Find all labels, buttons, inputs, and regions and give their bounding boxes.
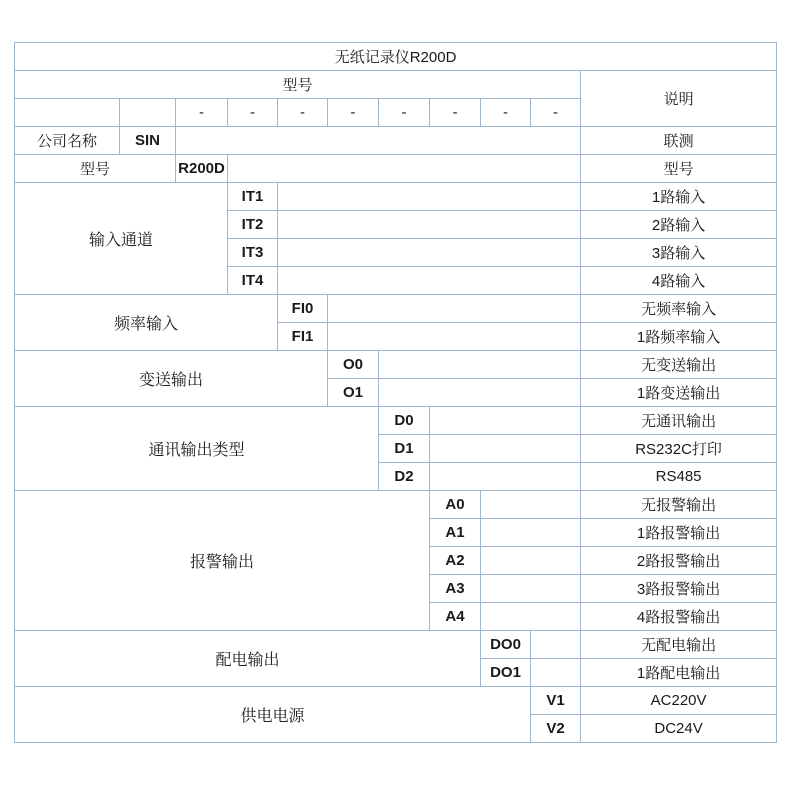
code-cell-it1: IT1 xyxy=(228,183,278,211)
dash-cell-blank xyxy=(120,99,176,127)
code-cell-a2: A2 xyxy=(430,547,481,575)
code-cell-o0: O0 xyxy=(328,351,379,379)
group-label-alarm-output: 报警输出 xyxy=(15,491,430,631)
empty-cells xyxy=(430,435,581,463)
empty-cells xyxy=(430,463,581,491)
code-cell-do0: DO0 xyxy=(481,631,531,659)
empty-cells xyxy=(481,547,581,575)
table-row xyxy=(15,183,777,211)
code-cell-a3: A3 xyxy=(430,575,481,603)
empty-cells xyxy=(531,659,581,687)
code-cell-it2: IT2 xyxy=(228,211,278,239)
desc-header: 说明 xyxy=(581,71,777,127)
desc-cell-d0: 无通讯输出 xyxy=(581,407,777,435)
desc-cell-a1: 1路报警输出 xyxy=(581,519,777,547)
desc-cell-it1: 1路输入 xyxy=(581,183,777,211)
group-label-frequency-input: 频率输入 xyxy=(15,295,278,351)
desc-cell-d1: RS232C打印 xyxy=(581,435,777,463)
code-cell-it4: IT4 xyxy=(228,267,278,295)
table-row xyxy=(15,407,777,435)
desc-cell-v2: DC24V xyxy=(581,715,777,743)
model-header: 型号 xyxy=(15,71,581,99)
group-label-power-supply: 供电电源 xyxy=(15,687,531,743)
dash-cell: - xyxy=(430,99,481,127)
desc-cell-a2: 2路报警输出 xyxy=(581,547,777,575)
code-cell-fi1: FI1 xyxy=(278,323,328,351)
dash-cell: - xyxy=(176,99,228,127)
dash-cell: - xyxy=(278,99,328,127)
code-cell-d2: D2 xyxy=(379,463,430,491)
empty-cells xyxy=(531,631,581,659)
empty-cells xyxy=(481,519,581,547)
code-cell-model: R200D xyxy=(176,155,228,183)
code-cell-v2: V2 xyxy=(531,715,581,743)
empty-cells xyxy=(379,351,581,379)
code-cell-a4: A4 xyxy=(430,603,481,631)
desc-cell-company: 联测 xyxy=(581,127,777,155)
empty-cells xyxy=(328,295,581,323)
empty-cells xyxy=(278,267,581,295)
desc-cell-fi0: 无频率输入 xyxy=(581,295,777,323)
empty-cells xyxy=(176,127,581,155)
empty-cells xyxy=(481,575,581,603)
code-cell-d1: D1 xyxy=(379,435,430,463)
dash-cell: - xyxy=(228,99,278,127)
empty-cells xyxy=(481,491,581,519)
empty-cells xyxy=(328,323,581,351)
code-cell-v1: V1 xyxy=(531,687,581,715)
code-cell-company: SIN xyxy=(120,127,176,155)
desc-cell-o1: 1路变送输出 xyxy=(581,379,777,407)
desc-cell-v1: AC220V xyxy=(581,687,777,715)
group-label-transmit-output: 变送输出 xyxy=(15,351,328,407)
empty-cells xyxy=(278,211,581,239)
code-cell-a0: A0 xyxy=(430,491,481,519)
page-title: 无纸记录仪R200D xyxy=(15,43,777,71)
desc-cell-fi1: 1路频率输入 xyxy=(581,323,777,351)
desc-cell-model: 型号 xyxy=(581,155,777,183)
group-label-model: 型号 xyxy=(15,155,176,183)
empty-cells xyxy=(278,239,581,267)
table-row xyxy=(15,127,777,155)
code-cell-a1: A1 xyxy=(430,519,481,547)
header-row xyxy=(15,71,777,99)
code-cell-do1: DO1 xyxy=(481,659,531,687)
desc-cell-a3: 3路报警输出 xyxy=(581,575,777,603)
desc-cell-do0: 无配电输出 xyxy=(581,631,777,659)
model-selection-table xyxy=(14,42,777,743)
empty-cells xyxy=(228,155,581,183)
desc-cell-d2: RS485 xyxy=(581,463,777,491)
desc-cell-a0: 无报警输出 xyxy=(581,491,777,519)
desc-cell-o0: 无变送输出 xyxy=(581,351,777,379)
desc-cell-do1: 1路配电输出 xyxy=(581,659,777,687)
code-cell-o1: O1 xyxy=(328,379,379,407)
dash-cell-blank xyxy=(15,99,120,127)
code-cell-fi0: FI0 xyxy=(278,295,328,323)
dash-cell: - xyxy=(531,99,581,127)
group-label-power-distribution-output: 配电输出 xyxy=(15,631,481,687)
table-row xyxy=(15,295,777,323)
dash-cell: - xyxy=(379,99,430,127)
table-row xyxy=(15,491,777,519)
group-label-input-channel: 输入通道 xyxy=(15,183,228,295)
desc-cell-a4: 4路报警输出 xyxy=(581,603,777,631)
code-cell-d0: D0 xyxy=(379,407,430,435)
empty-cells xyxy=(481,603,581,631)
desc-cell-it3: 3路输入 xyxy=(581,239,777,267)
table-row xyxy=(15,155,777,183)
desc-cell-it4: 4路输入 xyxy=(581,267,777,295)
group-label-company: 公司名称 xyxy=(15,127,120,155)
dash-cell: - xyxy=(328,99,379,127)
dash-cell: - xyxy=(481,99,531,127)
empty-cells xyxy=(379,379,581,407)
code-cell-it3: IT3 xyxy=(228,239,278,267)
empty-cells xyxy=(278,183,581,211)
table-row xyxy=(15,351,777,379)
table-title-row xyxy=(15,43,777,71)
group-label-comm-output-type: 通讯输出类型 xyxy=(15,407,379,491)
table-row xyxy=(15,687,777,715)
desc-cell-it2: 2路输入 xyxy=(581,211,777,239)
empty-cells xyxy=(430,407,581,435)
table-row xyxy=(15,631,777,659)
